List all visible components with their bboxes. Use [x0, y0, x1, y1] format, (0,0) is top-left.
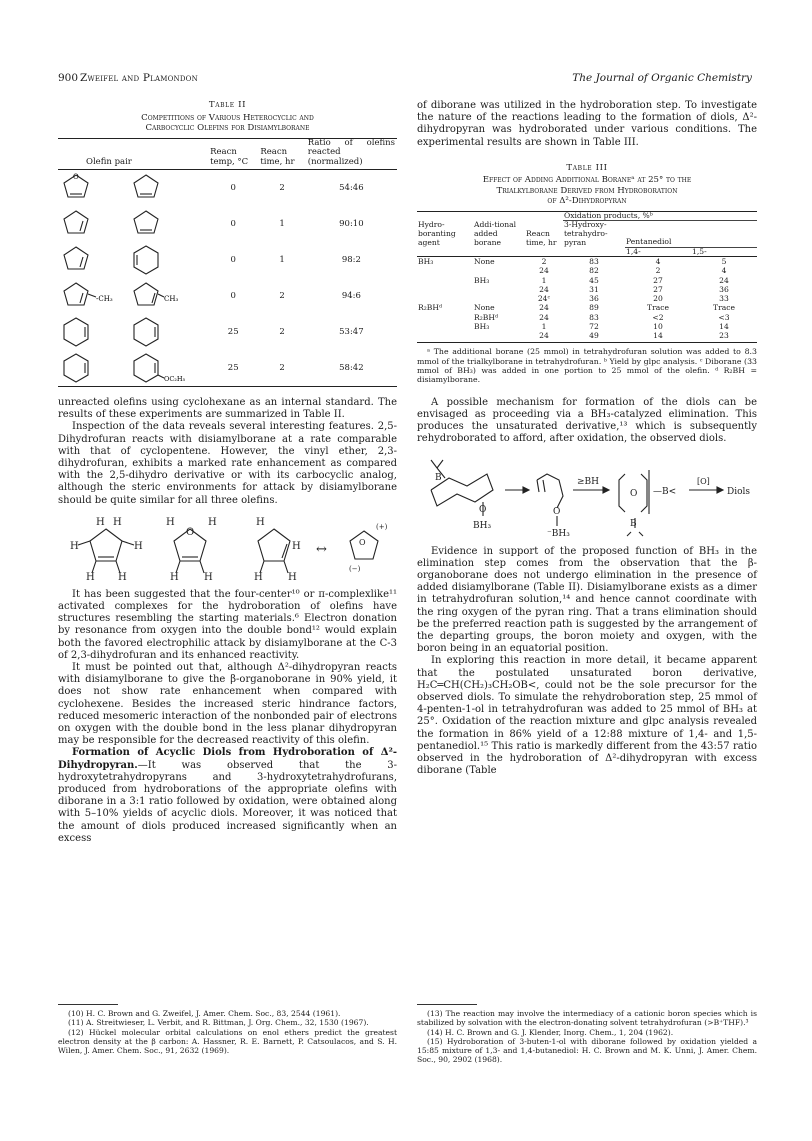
struct-h: H [118, 571, 127, 581]
t2-col-time: Reacn time, hr [258, 138, 305, 170]
t3-p15: 23 [691, 331, 757, 343]
paragraph: It has been suggested that the four-center¹⁰ or π-complexlike¹¹ activated complexes for the hydroboration of olefins have structures resembling the starting materials.⁶ Electron donation by resonance from oxygen into the double bond¹² would explain both the favored electrophilic attack by disiamylborane at the C-3 of 2,3-dihydrofuran and its enhanced reactivity. [58, 588, 397, 661]
mech-bh-reagent: ≥BH [577, 476, 600, 487]
section-heading: Formation of Acyclic Diols from Hydroboration of Δ²-Dihydropyran. [58, 747, 397, 771]
mech-minus-bh3: ⁻BH₃ [547, 528, 570, 538]
table3-note: ᵃ The additional borane (25 mmol) in tetrahydrofuran solution was added to 8.3 mmol of the trialkylborane in tetrahydrofuran. ᵇ Yield by glpc analysis. ᶜ Diborane (33 mmol of BH₃) was added in one portion to 25 mmol of the olefin. ᵈ R₂BH = disiamylborane. [417, 347, 757, 385]
t3-added: None [474, 303, 495, 313]
resonance-arrow: ↔ [316, 541, 327, 557]
t3-agent: BH₃ [418, 257, 434, 267]
t3-p15: 4 [721, 266, 727, 276]
t2-ratio: 98:2 [341, 254, 361, 265]
footnote: (10) H. C. Brown and G. Zweifel, J. Amer. Chem. Soc., 83, 2544 (1961). [68, 1009, 341, 1018]
mech-b: B [630, 518, 637, 529]
table-row [417, 294, 757, 303]
table2-title-line1: Competitions of Various Heterocyclic and [141, 112, 314, 123]
olefin-pair-2-structures [58, 207, 188, 241]
struct-h: H [254, 571, 263, 581]
resonance-structures-figure [58, 515, 397, 581]
table-row [417, 303, 757, 312]
t3-time: 24 [539, 266, 549, 276]
t2-temp: 0 [230, 290, 236, 301]
table2-title-line2: Carbocyclic Olefins for Disiamylborane [145, 123, 310, 133]
paragraph: unreacted olefins using cyclohexane as an internal standard. The results of these experiments are summarized in Table II. [58, 397, 397, 421]
table-row [417, 257, 757, 267]
t3-p14: 2 [655, 266, 661, 276]
table3-title-line1: Effect of Adding Additional Boraneᵃ at 25° to the [482, 175, 692, 186]
table-row [417, 276, 757, 285]
t3-p14: 10 [653, 321, 663, 331]
mech-b-minus: —B< [653, 486, 677, 497]
t3-p14: 20 [653, 294, 663, 304]
paragraph: A possible mechanism for formation of the diols can be envisaged as proceeding via a BH₃-catalyzed elimination. This produces the unsaturated derivative,¹³ which is subsequently rehydroborated to afford, after oxidation, the observed diols. [417, 396, 757, 445]
table-row [58, 206, 397, 242]
t3-col-added: Addi-tional added borane [473, 211, 525, 247]
struct-h: H [166, 516, 175, 528]
t2-sub-b: CH₃ [164, 295, 179, 303]
t3-added [473, 285, 525, 294]
t3-hydroxy: 45 [589, 275, 599, 285]
table-row [417, 285, 757, 294]
t3-agent [417, 313, 473, 322]
footnote: (13) The reaction may involve the intermediacy of a cationic boron species which is stabilized by solvation with the electron-donating solvent tetrahydrofuran (>B⁺THF).³ [417, 1009, 757, 1028]
t2-temp: 0 [230, 254, 236, 265]
olefin-pair-2 [58, 206, 208, 242]
section-text: —It was observed that the 3-hydroxytetrahydropyrans and 3-hydroxytetrahydrofurans, produced from hydroborations of the appropriate olefins with diborane in a 3:1 ratio followed by oxidation, were obtained along with 5–10% yields of acyclic diols. Moreover, it was noticed that the amount of diols produced increased significantly when an excess [58, 759, 397, 844]
t2-ratio: 94:6 [341, 290, 361, 301]
footnote: (11) A. Streitwieser, L. Verbit, and R. Bittman, J. Org. Chem., 32, 1530 (1967). [68, 1018, 369, 1028]
t3-agent [417, 285, 473, 294]
footnotes-right [417, 1009, 757, 1065]
table-row [58, 350, 397, 387]
struct-h: H [86, 571, 95, 581]
struct-h: H [292, 540, 301, 552]
table3 [417, 211, 757, 343]
mech-oxidation: [O] [697, 476, 710, 486]
running-authors: Zweifel and Plamondon [80, 72, 198, 84]
journal-name: The Journal of Organic Chemistry [572, 72, 752, 84]
t3-hydroxy: 49 [563, 331, 625, 343]
svg-text:O: O [73, 173, 79, 181]
table-row [58, 314, 397, 350]
olefin-pair-1-structures [58, 171, 188, 205]
t2-col-ratio: Ratio of olefins reacted (normalized) [306, 138, 397, 170]
t3-hydroxy: 89 [589, 303, 599, 313]
table-row [417, 313, 757, 322]
footnote: (14) H. C. Brown and G. J. Klender, Inorg. Chem., 1, 204 (1962). [427, 1027, 674, 1037]
mech-o: O [553, 506, 561, 517]
footnotes-left [58, 1009, 397, 1055]
t2-time: 2 [279, 182, 285, 193]
struct-h: H [96, 516, 105, 528]
resonance-structures-drawing [58, 515, 397, 581]
mech-bh3: BH₃ [473, 520, 492, 531]
t3-hydroxy: 83 [589, 312, 599, 322]
olefin-pair-4-structures [58, 279, 188, 313]
t3-added [473, 294, 525, 303]
mech-o: O [479, 504, 487, 515]
olefin-pair-1 [58, 170, 208, 207]
paragraph: It must be pointed out that, although Δ²-dihydropyran reacts with disiamylborane to give the β-organoborane in 90% yield, it does not show rate enhancement when compared with cyclohexene. Besides the increased steric hindrance factors, reduced mesomeric interaction of the nonbonded pair of electrons on oxygen with the double bond in the less planar dihydropyran may be responsible for the decreased reactivity of this olefin. [58, 662, 397, 747]
struct-h: H [204, 571, 213, 581]
paragraph: of diborane was utilized in the hydroboration step. To investigate the nature of the reactions leading to the formation of diols, Δ²-dihydropyran was hydroborated under various conditions. The experimental results are shown in Table III. [417, 100, 757, 148]
t3-added: BH₃ [474, 275, 490, 285]
mech-diols: Diols [727, 486, 751, 497]
t3-p15: 14 [719, 321, 729, 331]
t3-p14: <2 [652, 312, 664, 322]
struct-plus: (+) [376, 522, 388, 531]
t3-added: R₂BHᵈ [474, 312, 499, 322]
t2-time: 1 [279, 254, 285, 265]
table-row [58, 170, 397, 207]
t3-col-pentanediol: Pentanediol [625, 221, 757, 247]
t3-added: BH₃ [474, 321, 490, 331]
olefin-pair-5 [58, 314, 208, 350]
t3-hydroxy: 82 [589, 266, 599, 276]
olefin-pair-4 [58, 278, 208, 314]
paragraph: Inspection of the data reveals several interesting features. 2,5-Dihydrofuran reacts with disiamylborane at a rate comparable with that of cyclopentene. However, the vinyl ether, 2,3-dihydrofuran, exhibits a marked rate enhancement as compared with the 2,5-dihydro derivative or with its carbocyclic analog, although the steric environments for attack by disiamylborane should be quite similar for all three olefins. [58, 421, 397, 506]
t2-temp: 0 [230, 218, 236, 229]
t3-added [473, 266, 525, 275]
table-row [58, 242, 397, 278]
t3-agent [417, 294, 473, 303]
t3-agent [417, 331, 473, 343]
struct-h: H [288, 571, 297, 581]
t2-sub-ethoxy: OC₂H₅ [164, 375, 186, 383]
t3-agent [417, 276, 473, 285]
table2 [58, 138, 397, 388]
t2-time: 2 [279, 326, 285, 337]
t3-time: 24 [539, 284, 549, 294]
t3-time: 24 [539, 312, 549, 322]
t3-col-14: 1,4- [625, 247, 691, 257]
t3-col-oxidation: Oxidation products, %ᵇ [563, 211, 757, 221]
t3-time: 1 [541, 275, 547, 285]
t3-p14: 27 [653, 275, 663, 285]
t3-agent [417, 266, 473, 275]
t3-p14: 27 [653, 284, 663, 294]
mech-o: O [630, 488, 638, 499]
paragraph: Evidence in support of the proposed function of BH₃ in the elimination step comes from the observation that the β-organoborane does not undergo elimination in the presence of added disiamylborane (Table II). Disiamylborane exists as a dimer in tetrahydrofuran solution,¹⁴ and hence cannot coordinate with the ring oxygen of the pyran ring. That a trans elimination should be the preferred reaction path is suggested by the arrangement of the departing groups, the boron moiety and oxygen, with the boron being in an equatorial position. [417, 545, 757, 655]
t3-p15: <3 [718, 312, 730, 322]
t3-agent: R₂BHᵈ [418, 303, 443, 313]
struct-h: H [208, 516, 217, 528]
olefin-pair-6-structures [58, 351, 188, 385]
struct-h: H [70, 540, 79, 552]
table-row [58, 278, 397, 314]
t2-col-pair: Olefin pair [58, 138, 208, 170]
table2-caption [58, 100, 397, 134]
t3-p14: Trace [647, 303, 669, 313]
t3-time: 2 [541, 257, 547, 267]
t2-ratio: 54:46 [339, 182, 364, 193]
t3-p15: Trace [713, 303, 735, 313]
t2-time: 2 [258, 350, 305, 387]
t3-col-agent: Hydro-boranting agent [417, 211, 473, 247]
struct-h: H [134, 540, 143, 552]
t3-time: 24 [539, 303, 549, 313]
t3-p15: 33 [719, 294, 729, 304]
struct-h: H [113, 516, 122, 528]
t3-hydroxy: 72 [589, 321, 599, 331]
t3-p14: 14 [625, 331, 691, 343]
struct-h: H [170, 571, 179, 581]
t2-temp: 25 [208, 350, 258, 387]
t3-time: 1 [541, 321, 547, 331]
struct-o: O [186, 526, 195, 538]
olefin-pair-3-structures [58, 243, 188, 277]
footnote: (15) Hydroboration of 3-buten-1-ol with diborane followed by oxidation yielded a 15:85 mixture of 1,3- and 1,4-butanediol: H. C. Brown and M. K. Unni, J. Amer. Chem. Soc., 90, 2902 (1968). [417, 1036, 757, 1065]
t2-col-temp: Reacn temp, °C [208, 138, 258, 170]
t2-ratio: 58:42 [306, 350, 397, 387]
table2-number: Table II [208, 100, 247, 110]
paragraph: In exploring this reaction in more detail, it became apparent that the postulated unsaturated boron derivative, H₂C═CH(CH₂)₃CH₂OB<, could not be the sole precursor for the observed diols. To simulate the rehydroboration step, 25 mmol of 4-penten-1-ol in tetrahydrofuran was added to 25 mmol of BH₃ at 25°. Oxidation of the reaction mixture and glpc analysis revealed the formation in 86% yield of a 12:88 mixture of 1,4- and 1,5-pentanediol.¹⁵ This ratio is markedly different from the 43:57 ratio observed in the hydroboration of Δ²-dihydropyran with excess diborane (Table [417, 655, 757, 777]
olefin-pair-3 [58, 242, 208, 278]
t3-added [473, 331, 525, 343]
struct-h: H [256, 516, 265, 528]
t3-hydroxy: 36 [589, 294, 599, 304]
t3-p15: 36 [719, 284, 729, 294]
page-number: 900 [58, 72, 79, 84]
table3-title-line3: of Δ²-Dihydropyran [547, 196, 627, 207]
t3-added: None [474, 257, 495, 267]
t2-sub-a: -CH₃ [96, 295, 113, 303]
mechanism-figure [417, 456, 757, 538]
footnote: (12) Hückel molecular orbital calculations on enol ethers predict the greatest electron density at the β carbon: A. Hassner, R. E. Barnett, P. Catsoulacos, and S. H. Wilen, J. Amer. Chem. Soc., 91, 2632 (1969). [58, 1027, 397, 1056]
mechanism-drawing [417, 456, 757, 538]
t2-temp: 0 [230, 182, 236, 193]
t3-col-15: 1,5- [691, 247, 757, 257]
t2-temp: 25 [227, 326, 239, 337]
t3-col-time: Reacn time, hr [525, 211, 563, 247]
olefin-pair-6 [58, 350, 208, 387]
running-header [58, 72, 752, 88]
footnote-rule [58, 1004, 118, 1005]
t3-time: 24ᶜ [537, 294, 551, 304]
t3-p15: 24 [719, 275, 729, 285]
left-column [58, 100, 397, 845]
t3-p15: 5 [721, 257, 727, 267]
t3-p14: 4 [655, 257, 661, 267]
struct-minus: (−) [349, 564, 361, 573]
t3-time: 24 [525, 331, 563, 343]
table3-title-line2: Trialkylborane Derived from Hydroboration [496, 185, 678, 196]
t2-time: 2 [279, 290, 285, 301]
right-column [417, 100, 757, 777]
table-row [417, 331, 757, 343]
t3-agent [417, 322, 473, 331]
section-paragraph [58, 747, 397, 845]
t2-ratio: 53:47 [339, 326, 364, 337]
mech-b: B [435, 472, 442, 483]
t2-ratio: 90:10 [339, 218, 364, 229]
olefin-pair-5-structures [58, 315, 188, 349]
table-row [417, 266, 757, 275]
table3-caption [417, 163, 757, 207]
table3-notes [417, 347, 757, 385]
table-row [417, 322, 757, 331]
struct-o: O [359, 537, 366, 547]
footnote-rule [417, 1004, 477, 1005]
t3-hydroxy: 31 [589, 284, 599, 294]
table3-number: Table III [566, 162, 608, 173]
t2-time: 1 [279, 218, 285, 229]
t3-col-hydroxy: 3-Hydroxy-tetrahydro-pyran [564, 220, 608, 247]
t3-hydroxy: 83 [589, 257, 599, 267]
